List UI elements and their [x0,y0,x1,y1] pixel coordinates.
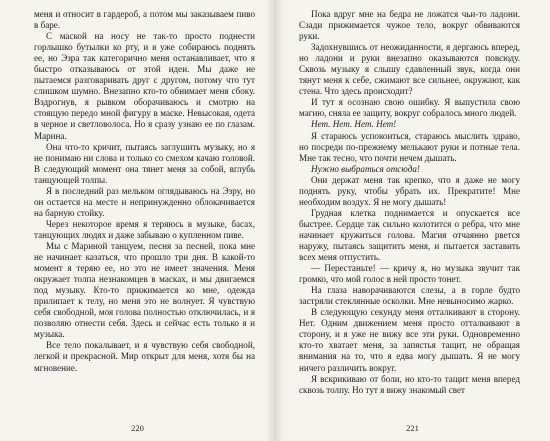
paragraph: меня и относит в гардероб, а потом мы заказываем пиво в баре. [34,9,255,31]
page-number: 221 [406,423,419,433]
paragraph: Пока вдруг мне на бедра не ложатся чьи-то ладони. Сзади прижимается чужое тело, вокруг обвиваются руки. [299,9,520,42]
right-page [275,0,550,441]
paragraph: Через некоторое время я теряюсь в музыке, басах, танцующих людях и даже забываю о купленном пиве. [34,218,255,240]
paragraph: Задохнувшись от неожиданности, я дергаюсь вперед, но ладони и руки внезапно оказываются повсюду. Сквозь музыку я слышу сдавленный звук, когда они тянут меня к себе, сжимают все сильнее, окружают, как стена. Что здесь происходит? [299,42,520,97]
book-gutter [266,0,284,441]
paragraph: Она что-то кричит, пытаясь заглушить музыку, но я не понимаю ни слова и только со смехом качаю головой. В следующий момент она тянет меня за собой, вглубь танцующей толпы. [34,141,255,185]
paragraph: Нужно выбраться отсюда! [311,163,420,174]
paragraph: В следующую секунду меня отталкивают в сторону. Нет. Одним движением меня просто отталкивают в сторону, и я уже не вижу все эти руки. Одновременно кто-то хватает меня, за запястья тащит, не обращая внимания на то, что я едва могу дышать. Я не могу ничего различить вокруг. [299,307,520,373]
paragraph: Я в последний раз мельком оглядываюсь на Эзру, но он остается на месте и непринужденно облокачивается на барную стойку. [34,185,255,218]
paragraph: Они держат меня так крепко, что я даже не могу поднять руку, чтобы убрать их. Прекратите! Мне необходим воздух. Я не могу дышать! [299,174,520,207]
paragraph: Грудная клетка поднимается и опускается все быстрее. Сердце так сильно колотится о ребра, что мне начинает кружиться голова. Магия отчаянно рвется наружу, пытаясь защитить меня, и пытается заставить всех меня отпустить. [299,207,520,263]
paragraph: Нет. Нет. Нет. Нет! [311,119,397,130]
page-number: 220 [131,423,144,433]
paragraph: Я стараюсь успокоиться, стараюсь мыслить здраво, но посреди по-прежнему мелькают руки и потные тела. Мне так тесно, что почти нечем дышать. [299,130,520,163]
paragraph: И тут я осознаю свою ошибку. Я выпустила свою магию, сняла ее защиту, вокруг собралось много людей. [299,97,520,119]
paragraph: На глаза наворачиваются слезы, а в горле будто застряли стеклянные осколки. Мне невыносимо жарко. [299,285,520,307]
paragraph: Мы с Мариной танцуем, песня за песней, пока мне не начинает казаться, что прошло три дня. В какой-то момент я теряю ее, но это не имеет значения. Меня окружает толпа незнакомцев в масках, и мы двигаемся под музыку. Кто-то прижимается ко мне, одежда прилипает к телу, но меня это не волнует. Я чувствую себя свободной, моя голова полностью отключилась, и я позволяю отнести себя. Здесь и сейчас есть только я и музыка. [34,240,255,340]
paragraph: Все тело покалывает, и я чувствую себя свободной, легкой и прекрасной. Мир открыт для меня, хотя бы на мгновение. [34,340,255,373]
left-page-text [34,9,255,374]
right-page-text [299,9,520,396]
paragraph: Я вскрикиваю от боли, но кто-то тащит меня вперед сквозь толпу. Но тут я вижу знакомый свет [299,373,520,395]
paragraph: С маской на носу не так-то просто поднести горлышко бутылки ко рту, и я уже собираюсь поднять ее, но Эзра так категорично меня останавливает, что я быстро отказываюсь от этой идеи. Мы даже не пытаемся разговаривать друг с другом, потому что тут слишком шумно. Внезапно кто-то обнимает меня сбоку. Вздрогнув, я рывком оборачиваюсь и смотрю на стоящую передо мной фигуру в маске. Невысокая, одета в черное и светловолоса. Но я сразу узнаю ее по глазам. Марина. [34,31,255,141]
paragraph: — Перестаньте! — кричу я, но музыка звучит так громко, что мой голос в ней просто тонет. [299,263,520,285]
